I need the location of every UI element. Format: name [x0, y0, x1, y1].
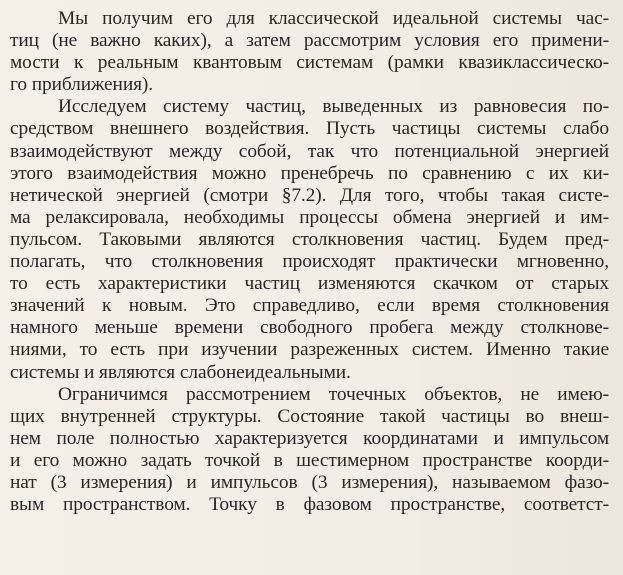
text-line: го приближения).	[10, 74, 154, 96]
text-line: ма релаксировала, необходимы процессы обмена энергией и им-	[10, 206, 609, 228]
text-line: этого взаимодействия можно пренебречь по сравнению с их ки-	[10, 162, 609, 184]
text-line: системы и являются слабонеидеальными.	[10, 361, 351, 383]
paragraph-3	[10, 384, 609, 517]
text-line: тиц (не важно каких), а затем рассмотрим условия его примени-	[10, 30, 609, 52]
text-line: ниями, то есть при изучении разреженных систем. Именно такие	[10, 339, 609, 361]
text-line: нетической энергией (смотри §7.2). Для того, чтобы такая систе-	[10, 184, 609, 206]
text-line: нем поле полностью характеризуется координатами и импульсом	[10, 427, 609, 449]
text-line: полагать, что столкновения происходят практически мгновенно,	[10, 251, 609, 273]
text-line: то есть характеристики частиц изменяются скачком от старых	[10, 273, 609, 295]
text-line: Исследуем систему частиц, выведенных из равновесия по-	[58, 96, 609, 118]
text-line: значений к новым. Это справедливо, если время столкновения	[10, 295, 609, 317]
text-line: средством внешнего воздействия. Пусть частицы системы слабо	[10, 118, 609, 140]
text-line: Мы получим его для классической идеальной системы час-	[58, 8, 609, 29]
paragraph-1	[10, 8, 609, 96]
text-line: и его можно задать точкой в шестимерном пространстве коорди-	[10, 449, 609, 471]
text-line: щих внутренней структуры. Состояние такой частицы во внеш-	[10, 405, 609, 427]
text-line: намного меньше времени свободного пробега между столкнове-	[10, 317, 609, 339]
text-line: взаимодействуют между собой, так что потенциальной энергией	[10, 140, 609, 162]
text-line: Ограничимся рассмотрением точечных объектов, не имею-	[58, 383, 609, 405]
text-line: вым пространством. Точку в фазовом пространстве, соответст-	[10, 494, 609, 516]
text-line: мости к реальным квантовым системам (рамки квазиклассическо-	[10, 52, 609, 74]
text-line: пульсом. Таковыми являются столкновения частиц. Будем пред-	[10, 228, 609, 250]
text-line: нат (3 измерения) и импульсов (3 измерения), называемом фазо-	[10, 471, 609, 493]
paragraph-2	[10, 96, 609, 383]
